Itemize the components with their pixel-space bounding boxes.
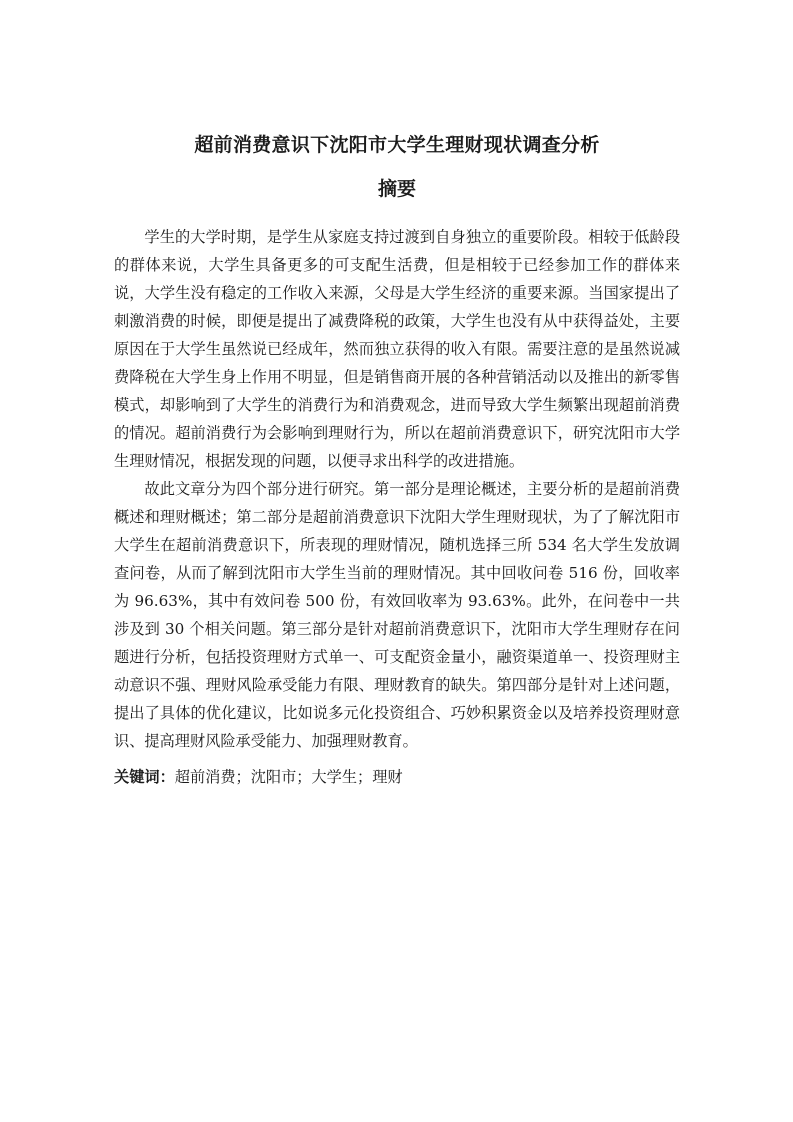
keywords-label: 关键词： [114, 768, 175, 786]
abstract-paragraph: 学生的大学时期，是学生从家庭支持过渡到自身独立的重要阶段。相较于低龄段的群体来说，大学生具备更多的可支配生活费，但是相较于已经参加工作的群体来说，大学生没有稳定的工作收入来源，父母是大学生经济的重要来源。当国家提出了刺激消费的时候，即便是提出了减费降税的政策，大学生也没有从中获得益处，主要原因在于大学生虽然说已经成年，然而独立获得的收入有限。需要注意的是虽然说减费降税在大学生身上作用不明显，但是销售商开展的各种营销活动以及推出的新零售模式，却影响到了大学生的消费行为和消费观念，进而导致大学生频繁出现超前消费的情况。超前消费行为会影响到理财行为，所以在超前消费意识下，研究沈阳市大学生理财情况，根据发现的问题，以便寻求出科学的改进措施。 [114, 228, 680, 470]
keywords-value: 超前消费；沈阳市；大学生；理财 [174, 768, 403, 786]
abstract-heading: 摘要 [377, 178, 416, 200]
keywords-line [114, 763, 680, 791]
abstract-body [114, 223, 680, 755]
abstract-paragraph: 故此文章分为四个部分进行研究。第一部分是理论概述，主要分析的是超前消费概述和理财概述；第二部分是超前消费意识下沈阳大学生理财现状，为了了解沈阳市大学生在超前消费意识下，所表现的理财情况，随机选择三所 534 名大学生发放调查问卷，从而了解到沈阳市大学生当前的理财情况。其中回收问卷 516 份，回收率为 96.63%，其中有效问卷 500 份，有效回收率为 93.63%。此外，在问卷中一共涉及到 30 个相关问题。第三部分是针对超前消费意识下，沈阳市大学生理财存在问题进行分析，包括投资理财方式单一、可支配资金量小，融资渠道单一、投资理财主动意识不强、理财风险承受能力有限、理财教育的缺失。第四部分是针对上述问题，提出了具体的优化建议，比如说多元化投资组合、巧妙积累资金以及培养投资理财意识、提高理财风险承受能力、加强理财教育。 [114, 480, 680, 750]
document-title: 超前消费意识下沈阳市大学生理财现状调查分析 [194, 134, 600, 156]
